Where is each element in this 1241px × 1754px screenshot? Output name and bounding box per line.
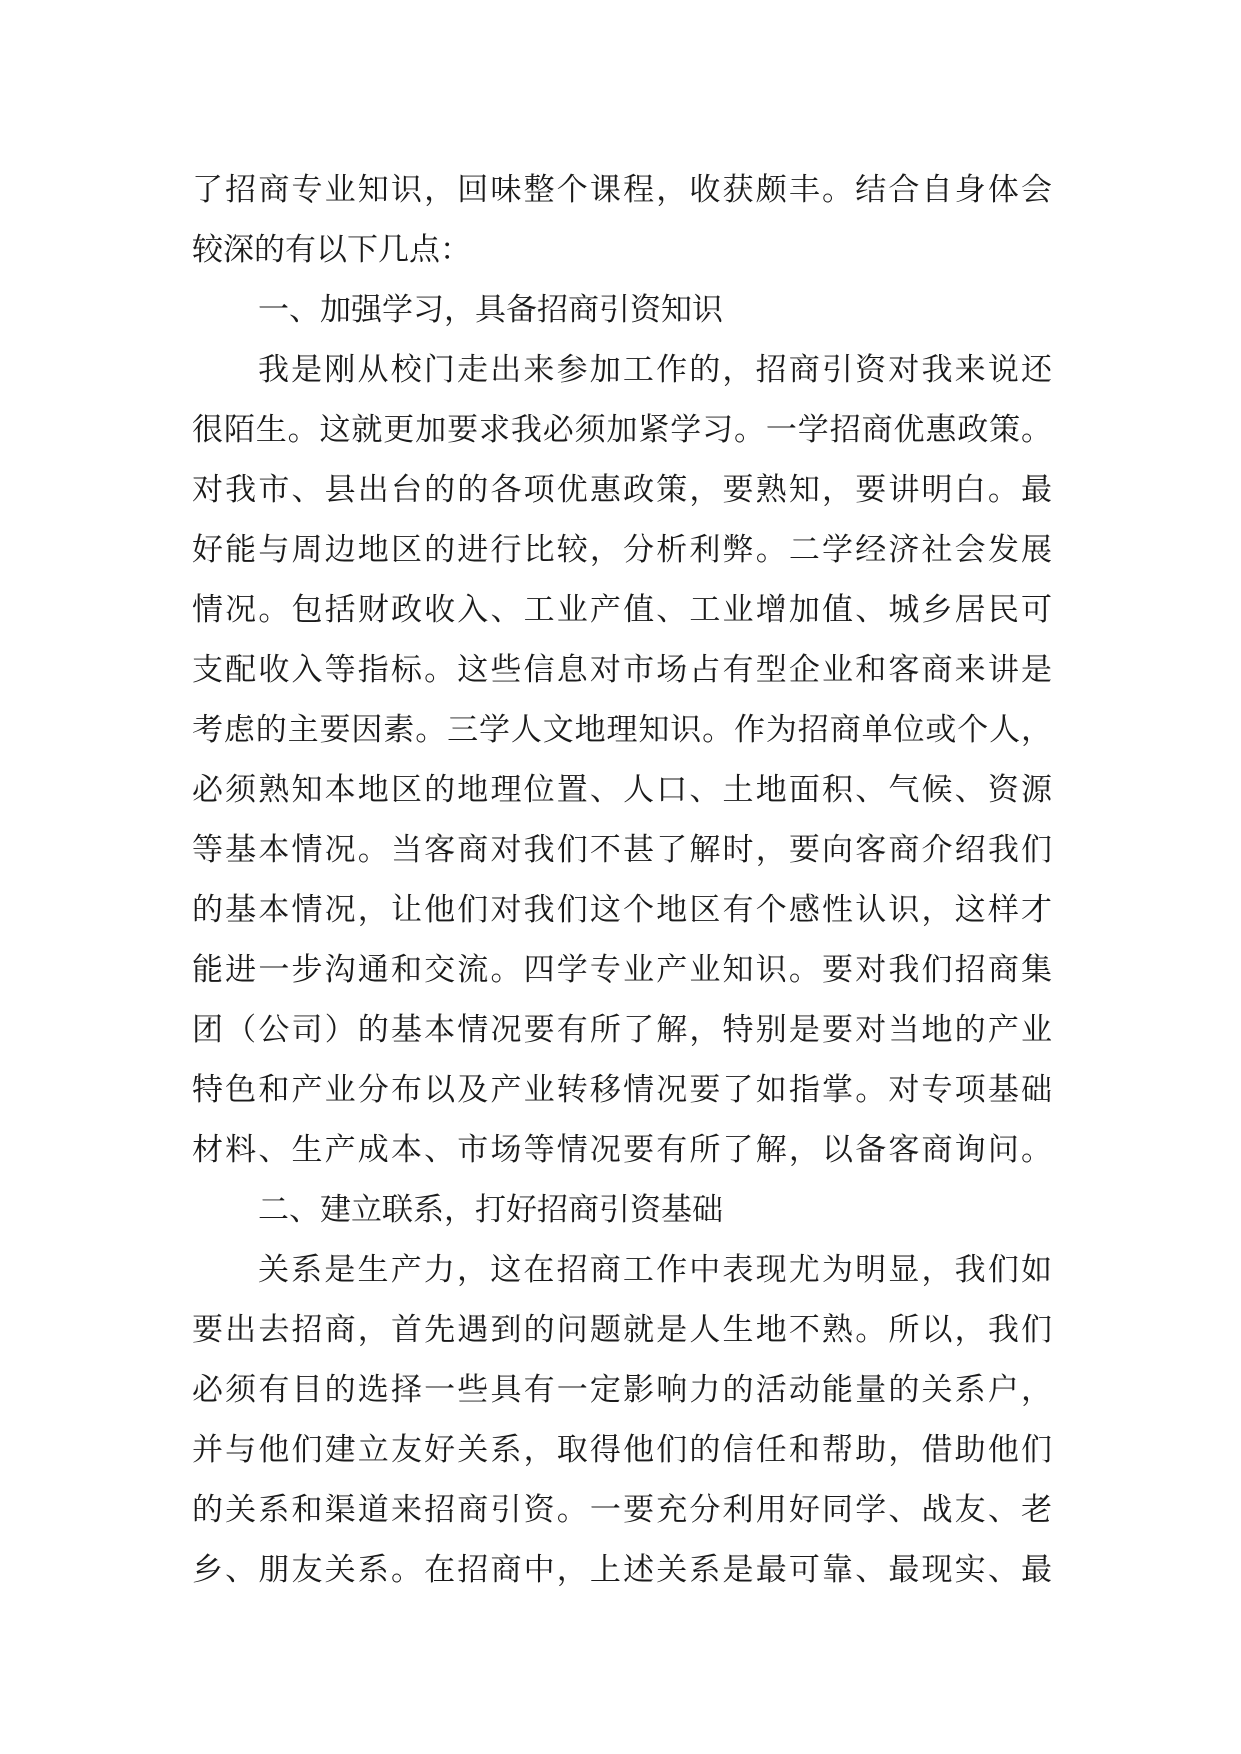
text-line: 必须熟知本地区的地理位置、人口、土地面积、气候、资源 bbox=[192, 772, 1052, 808]
paragraph-first-line: 关系是生产力，这在招商工作中表现尤为明显，我们如 bbox=[258, 1252, 1052, 1288]
text-line: 情况。包括财政收入、工业产值、工业增加值、城乡居民可 bbox=[192, 592, 1052, 628]
text-line: 材料、生产成本、市场等情况要有所了解，以备客商询问。 bbox=[192, 1132, 1052, 1168]
text-line: 团（公司）的基本情况要有所了解，特别是要对当地的产业 bbox=[192, 1012, 1052, 1048]
text-line: 乡、朋友关系。在招商中，上述关系是最可靠、最现实、最 bbox=[192, 1552, 1052, 1588]
text-line: 并与他们建立友好关系，取得他们的信任和帮助，借助他们 bbox=[192, 1432, 1052, 1468]
text-line: 了招商专业知识，回味整个课程，收获颇丰。结合自身体会 bbox=[192, 172, 1052, 208]
text-line: 要出去招商，首先遇到的问题就是人生地不熟。所以，我们 bbox=[192, 1312, 1052, 1348]
text-line: 的关系和渠道来招商引资。一要充分利用好同学、战友、老 bbox=[192, 1492, 1052, 1528]
document-body bbox=[192, 160, 1052, 1600]
section-heading: 一、加强学习，具备招商引资知识 bbox=[258, 292, 723, 328]
text-line: 较深的有以下几点： bbox=[192, 232, 471, 268]
text-line: 支配收入等指标。这些信息对市场占有型企业和客商来讲是 bbox=[192, 652, 1052, 688]
text-line: 必须有目的选择一些具有一定影响力的活动能量的关系户， bbox=[192, 1372, 1052, 1408]
text-line: 的基本情况，让他们对我们这个地区有个感性认识，这样才 bbox=[192, 892, 1052, 928]
paragraph-first-line: 我是刚从校门走出来参加工作的，招商引资对我来说还 bbox=[258, 352, 1052, 388]
section-heading: 二、建立联系，打好招商引资基础 bbox=[258, 1192, 723, 1228]
text-line: 特色和产业分布以及产业转移情况要了如指掌。对专项基础 bbox=[192, 1072, 1052, 1108]
text-line: 等基本情况。当客商对我们不甚了解时，要向客商介绍我们 bbox=[192, 832, 1052, 868]
text-line: 对我市、县出台的的各项优惠政策，要熟知，要讲明白。最 bbox=[192, 472, 1052, 508]
text-line: 好能与周边地区的进行比较，分析利弊。二学经济社会发展 bbox=[192, 532, 1052, 568]
text-line: 考虑的主要因素。三学人文地理知识。作为招商单位或个人， bbox=[192, 712, 1052, 748]
text-line: 能进一步沟通和交流。四学专业产业知识。要对我们招商集 bbox=[192, 952, 1052, 988]
text-line: 很陌生。这就更加要求我必须加紧学习。一学招商优惠政策。 bbox=[192, 412, 1052, 448]
